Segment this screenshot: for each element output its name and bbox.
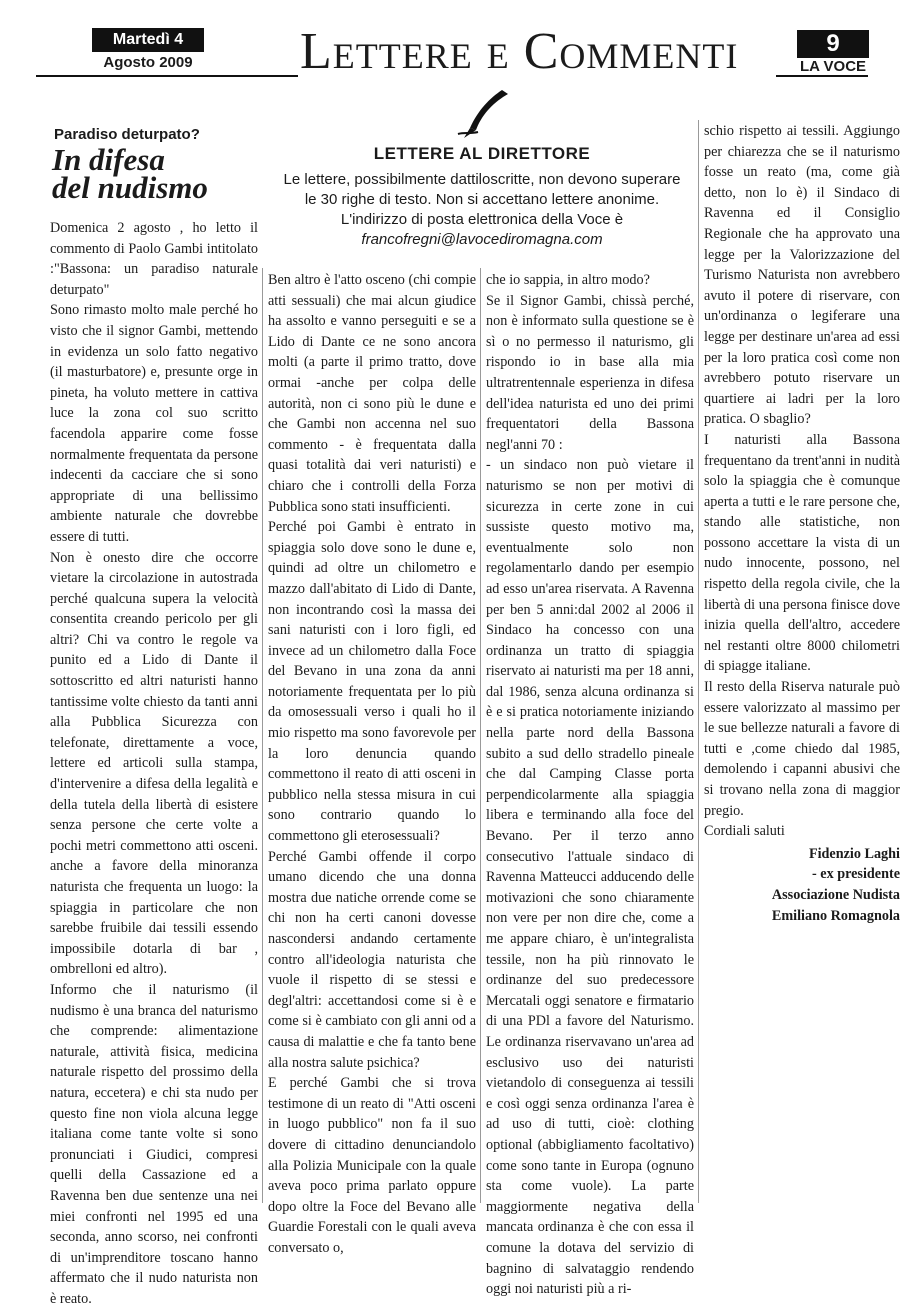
info-title: LETTERE AL DIRETTORE xyxy=(373,144,591,163)
paragraph: Informo che il naturismo (il nudismo è una branca del naturismo che comprende: alimentazione naturale, attività fisica, medicina naturale rispetto del prossimo della natura, eccetera) e chi sta nudo per questo fine non viola alcuna legge italiana come tante volte si sono pronunciati i Giudici, compresi quelli della Cassazione ed a Ravenna ben due sentenze una nei miei confronti nel 1995 ed una seconda, anno scorso, nei confronti di un'imprenditore toscano hanno affermato che il nudo naturista non è reato. xyxy=(50,981,258,1307)
article-column-3 xyxy=(486,270,694,1300)
paragraph: Ben altro è l'atto osceno (chi compie atti sessuali) che mai alcun giudice ha assolto e vanno perseguiti e se a Lido di Dante ce ne sono ancora molti (a parte il primo tratto, dove ormai -anche per colpa delle autorità, non ci sono più le dune e che Gambi non accenna nel suo commento - è frequentata dalla quasi totalità dai veri naturisti) e chiaro che i controlli della Forza Pubblica sono stati insufficienti. xyxy=(268,272,476,515)
date-day: Martedì 4 xyxy=(92,28,204,52)
signature-name: Fidenzio Laghi xyxy=(808,845,900,862)
paragraph: - un sindaco non può vietare il naturismo se non per motivi di sicurezza in certe zone in cui sussiste questo motivo ma, eventualmente solo non regolamentarlo dando per esempio ad esso un'area riservata. A Ravenna per ben 5 anni:dal 2002 al 2006 il Sindaco ha concesso con una ordinanza un tratto di spiaggia riservato ai naturisti ma per 18 anni, dal 1986, senza alcuna ordinanza si è e si pratica notoriamente iniziando nella parte nord della Bassona subito a sud dello stradello pineale che dal Camping Classe porta perpendicolarmente alla spiaggia libera e terminando alla foce del Bevano. Per il terzo anno consecutivo l'attuale sindaco di Ravenna Matteucci adducendo delle motivazioni che sono chiaramente non vere per non dire che, come a me appare chiaro, è un'integralista tessile, non ha più rinnovato le ordinanze del suo predecessore Mercatali oggi senatore e firmatario di una PDl a favore del Naturismo. Le ordinanza riservavano un'area ad esclusivo uso dei naturisti vietandolo di conseguenza ai tessili e così oggi senza ordinanza l'area è ad uso di tutti, cioè: clothing optional (abbigliamento facoltativo) come sono tante in Europa (ognuno sta come vuole). La parte maggiormente negativa della mancata ordinanza è che con essa il comune la dotava del servizio di bagnino di salvataggio rendendo oggi noi naturisti più a ri- xyxy=(486,457,694,1298)
article-headline xyxy=(52,142,252,205)
paragraph: Perché poi Gambi è entrato in spiaggia solo dove sono le dune e, quindi ad oltre un chilometro e mazzo dall'abitato di Lido di Dante, non incontrando così la massa dei sani naturisti con i loro figli, ed invece ad un chilometro dalla Foce del Bevano in una zona da anni notoriamente frequentata per lo più da omosessuali verso i quali ho il mio rispetto ma sono favorevole per la loro denuncia quando commettono il reato di atti osceni in pubblico nella stessa misura in cui sono contrario quando lo commettono gli eterosessuali? xyxy=(268,519,476,845)
signature-org: Emiliano Romagnola xyxy=(771,907,900,924)
article-column-2 xyxy=(268,270,476,1259)
paragraph: Il resto della Riserva naturale può essere valorizzato al massimo per le sue bellezze naturali a favore di tutti e ,come chiedo dal 1985, demolendo i capanni abusivi che si trovano nella zona di maggior pregio. xyxy=(704,679,900,819)
page-number: 9 xyxy=(797,30,869,58)
headline-line: In difesa xyxy=(52,142,165,177)
masthead-rule-left xyxy=(36,75,298,77)
paragraph: Domenica 2 agosto , ho letto il commento di Paolo Gambi intitolato :"Bassona: un paradiso naturale deturpato" xyxy=(50,220,258,298)
paragraph: Sono rimasto molto male perché ho visto che il signor Gambi, mettendo in evidenza un solo fatto negativo (il masturbatore) e, presunte orge in pineta, ha voluto mettere in cattiva luce la zona col suo scritto facendola apparire come fosse normalmente frequentata da persone indecenti da cacciare che si sono appropriate di una bellissimo ambiente naturale che dovrebbe essere di tutti. xyxy=(50,302,258,545)
article-column-4 xyxy=(704,121,900,926)
letters-info-box xyxy=(262,144,702,250)
column-divider xyxy=(262,268,263,1203)
info-line: Le lettere, possibilmente dattiloscritte, non devono superare xyxy=(283,171,681,188)
signature-role: - ex presidente xyxy=(812,866,900,883)
paragraph: schio rispetto ai tessili. Aggiungo per chiarezza che se il naturismo fosse un reato (ma, come già detto, non lo è) il Sindaco di Ravenna ed il Consiglio Regionale che ha approvato una legge per la Valorizzazione del Turismo Naturista non avrebbero avuto il potere di riservare, con un'ordinanza o legiferare una legge per destinare un'area ad essi per la loro pratica così come non avrebbero potuto riservare un quartiere ai ladri per la loro pratica. O sbaglio? xyxy=(704,123,900,428)
article-column-1 xyxy=(50,218,258,1309)
column-divider xyxy=(480,268,481,1203)
paragraph: Non è onesto dire che occorre vietare la circolazione in autostrada perché qualcuna supera la velocità consentita creando pericolo per gli altri? Chi va contro le regole va punito ed a Lido di Dante il sottoscritto ed altri naturisti hanno tantissime volte chiesto da tanti anni alla Pubblica Sicurezza con telefonate, direttamente a voce, lettere ed articoli sulla stampa, d'intervenire a difesa della legalità e della tutela della libertà di esistere senza persone che certe volte a pochi metri commettono atti osceni. anche a favore della minoranza naturista che frequenta un luogo: la spiaggia in particolare che non sarebbe fruibile dai tessili essendo impossibile dotarla di bar , ombrelloni ed altro). xyxy=(50,549,258,978)
paragraph: Perché Gambi offende il corpo umano dicendo che una donna mostra due natiche orrende come se chi non ha certi canoni dovesse nascondersi andando certamente contro all'ideologia naturista che vuole il rispetto di se stessi e degl'altri: accettandosi come si è e come si è cambiato con gli anni od a causa di malattie e che fa tanto bene alla nostra salute psichica? xyxy=(268,848,476,1071)
pen-icon xyxy=(450,88,510,140)
date-month-year: Agosto 2009 xyxy=(103,54,193,71)
paragraph: E perché Gambi che si trova testimone di un reato di "Atti osceni in luogo pubblico" non fa il suo dovere di cittadino denunciandolo alla Polizia Municipale con la quale aveva poco prima parlato oppure dopo oltre la Foce del Bevano alle Guardie Forestali con le quali aveva conversato o, xyxy=(268,1075,476,1256)
paragraph: Cordiali saluti xyxy=(704,823,785,840)
paragraph: Se il Signor Gambi, chissà perché, non è informato sulla questione se è sì o no permesso il naturismo, gli rispondo io in base alla mia ultratrentennale esperienza in difesa dell'idea naturista ed uno dei primi frequentatori della Bassona negl'anni 70 : xyxy=(486,292,694,453)
signature-org: Associazione Nudista xyxy=(771,886,900,903)
paragraph: I naturisti alla Bassona frequentano da trent'anni in nudità solo la spiaggia che è comunque aperta a tutti e le rare persone che, stando alle statistiche, non possono accettare la vista di un nudo innocente, possono, nel rispetto della regola civile, che la libertà di una persona finisce dove inizia quella dell'altro, accedere nel restanti oltre 8000 chilometri di spiagge italiane. xyxy=(704,431,900,675)
email-link[interactable]: francofregni@lavocediromagna.com xyxy=(361,231,603,248)
info-line: L'indirizzo di posta elettronica della Voce è xyxy=(340,211,624,228)
masthead-rule-right xyxy=(776,75,868,77)
section-title: Lettere e Commenti xyxy=(300,23,739,80)
info-line: le 30 righe di testo. Non si accettano lettere anonime. xyxy=(304,191,660,208)
paper-logo: LA VOCE xyxy=(799,58,867,75)
article-kicker: Paradiso deturpato? xyxy=(54,126,200,143)
column-divider xyxy=(698,120,699,1203)
paragraph: che io sappia, in altro modo? xyxy=(486,272,650,288)
signature xyxy=(704,844,900,926)
headline-line: del nudismo xyxy=(52,170,208,205)
